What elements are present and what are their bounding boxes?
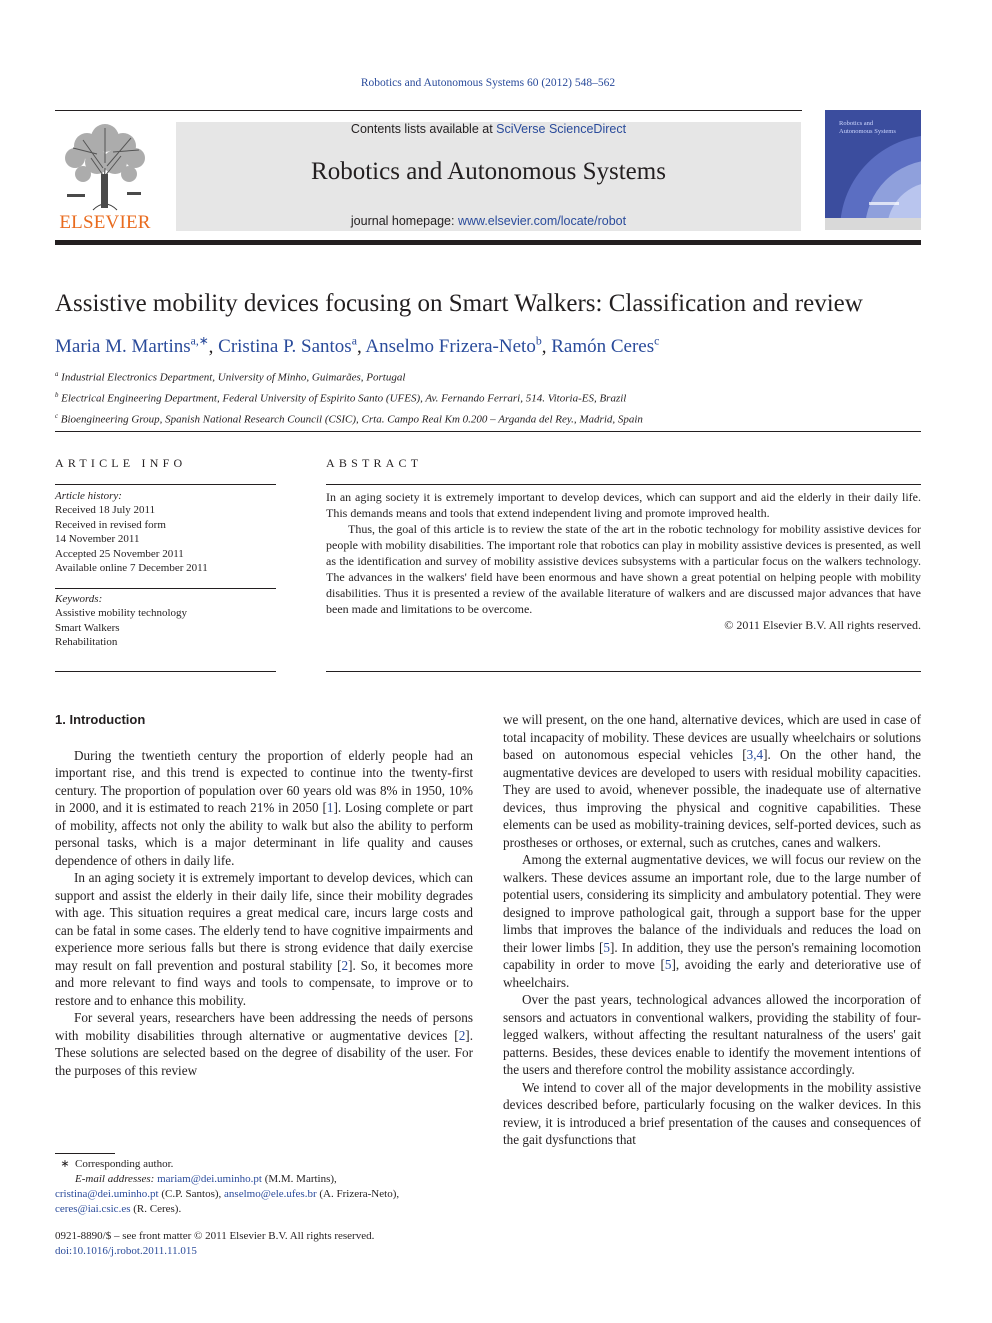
author-separator: , <box>208 336 219 358</box>
citation-link[interactable]: 5 <box>664 957 672 972</box>
body-column-left <box>55 711 473 1079</box>
history-entry: Available online 7 December 2011 <box>55 562 208 575</box>
cover-title-line: Robotics and <box>839 120 874 127</box>
affiliation <box>55 366 925 387</box>
email-owner: (M.M. Martins), <box>261 1173 337 1185</box>
paragraph-text: For several years, researchers have been addressing the needs of persons with mobility disabilities through alternative or augmentative devices [ <box>55 1010 473 1043</box>
corresponding-label: Corresponding author. <box>75 1158 174 1170</box>
paragraph-text: In an aging society it is extremely important to develop devices, which can support and assist the elderly in their daily life, since their mobility degrades with age. This situation requires a great medical care, incurs large costs and can be fatal in some cases. The elderly tend to have cognitive impairments and experience more serious falls but there is strong evidence that daily exercise may result on fall prevention and postural stability [ <box>55 870 473 973</box>
email-owner: (R. Ceres). <box>130 1203 182 1215</box>
paragraph-text: we will present, on the one hand, alternative devices, which are used in case of total incapacity of mobility. These devices are usually wheelchairs or solutions based on autonomous especial vehicles [ <box>503 712 921 762</box>
journal-title: Robotics and Autonomous Systems <box>311 158 666 185</box>
body-paragraph: Over the past years, technological advances allowed the incorporation of sensors and actuators in conventional walkers, providing the stability of four-legged walkers, without affecting the resultant naturalness of the users' gait patterns. Besides, these devices enable to identify the movement intentions of the users and therefore control the mobility assistance accordingly. <box>503 992 921 1077</box>
author-separator: , <box>356 336 366 358</box>
paragraph-text: ]. Losing complete or part of mobility, affects not only the ability to walk but also the ability to perform personal tasks, which is a major determinant in life quality and causes dependence of others in daily life. <box>55 800 473 868</box>
journal-homepage-link[interactable]: www.elsevier.com/locate/robot <box>457 214 627 228</box>
author-separator: , <box>541 336 552 358</box>
homepage-prefix: journal homepage: <box>350 214 458 228</box>
section-heading-introduction: 1. Introduction <box>55 712 146 727</box>
author-affiliation-mark[interactable]: a <box>351 335 357 348</box>
footnote-mark: ∗ <box>60 1158 70 1170</box>
affiliation <box>55 387 925 408</box>
paragraph-text: During the twentieth century the proportion of elderly people had an important rise, and this trend is expected to continue into the twenty-first century. The proportion of population over 60 years old was 8% in 1950, 10% in 2000, and it is estimated to reach 21% in 2050 [ <box>55 747 473 815</box>
keyword: Assistive mobility technology <box>55 607 187 620</box>
abstract-rule <box>326 671 921 672</box>
author[interactable] <box>218 336 357 357</box>
header-thick-rule <box>55 240 921 245</box>
email-label: E-mail addresses: <box>75 1173 155 1185</box>
article-title: Assistive mobility devices focusing on Smart Walkers: Classification and review <box>55 290 863 317</box>
article-info-rule <box>55 588 276 589</box>
citation-link[interactable]: 2 <box>458 1027 466 1043</box>
author-name[interactable]: Cristina P. Santos <box>218 336 352 358</box>
paragraph-text: ]. In addition, they use the person's remaining locomotion capability in order to move [ <box>503 939 921 972</box>
journal-homepage-line <box>176 214 801 228</box>
email-addresses <box>55 1202 473 1217</box>
abstract-rule <box>326 484 921 485</box>
paragraph-text: ]. On the other hand, the augmentative devices are developed to users with residual mobility capacities. They are used to avoid, whenever possible, the inadequate use of alternative devices, thus improving the physical and cognitive capabilities. These elements can be used as mobility-training devices, self-ported devices, such as prostheses or orthoses, or external, such as crutches, canes and walkers. <box>503 747 922 850</box>
sciencedirect-link[interactable]: SciVerse ScienceDirect <box>496 122 627 136</box>
journal-cover-thumbnail[interactable] <box>825 110 921 230</box>
abstract-body <box>326 489 921 633</box>
abstract-paragraph: Thus, the goal of this article is to review the state of the art in the robotic technology for mobility assistive devices for people with mobility disabilities. The important role that robotics can play in mobility assistive devices is presented, as well as the identification and survey of mobility assistive devices subsystems with a particular focus on the walkers technology. The advances in the walkers' field have been enormous and have shown a great potential on helping people with mobility disabilities. Thus it is presented a review of the available literature of walkers and are discussed major advances that have been made and limitations to be overcome. <box>326 522 921 616</box>
affiliation-mark: c <box>55 413 59 421</box>
history-label: Article history: <box>55 490 122 502</box>
affiliations <box>55 366 925 429</box>
affiliation-text: Bioengineering Group, Spanish National Research Council (CSIC), Crta. Campo Real Km 0.200 – Arganda del Rey., Madrid, Spain <box>60 413 643 426</box>
affiliation-text: Electrical Engineering Department, Federal University of Espirito Santo (UFES), Av. Fernando Ferrari, 514. Vitoria-ES, Brazil <box>61 392 627 405</box>
keyword: Smart Walkers <box>55 621 120 634</box>
author[interactable] <box>365 336 541 357</box>
elsevier-logo[interactable] <box>53 118 157 234</box>
author-affiliation-mark[interactable]: a,∗ <box>190 335 209 348</box>
doi-link[interactable]: doi:10.1016/j.robot.2011.11.015 <box>55 1245 197 1257</box>
keyword: Rehabilitation <box>55 636 118 649</box>
affiliation <box>55 408 925 429</box>
email-addresses <box>55 1187 473 1202</box>
article-info-rule <box>55 484 276 485</box>
corresponding-author-note <box>55 1157 473 1172</box>
paragraph-text: Among the external augmentative devices, we will focus our review on the walkers. These devices assume an important role, due to the large number of potential users, considering its simplicity and ambulatory potential. They were designed to improve pathological gait, through a support base for the upper limbs that improves the balance of the individuals and reduces the load on their lower limbs [ <box>503 852 921 955</box>
body-paragraph <box>503 851 921 991</box>
author-name[interactable]: Anselmo Frizera-Neto <box>365 336 536 358</box>
author[interactable] <box>55 336 209 357</box>
history-entry: 14 November 2011 <box>55 533 140 546</box>
citation-link[interactable]: 3,4 <box>746 747 764 762</box>
history-entry: Received in revised form <box>55 518 166 531</box>
email-owner: (A. Frizera-Neto), <box>316 1188 400 1200</box>
elsevier-wordmark: ELSEVIER <box>59 212 151 233</box>
body-column-right <box>503 711 921 1149</box>
author-affiliation-mark[interactable]: c <box>654 335 660 348</box>
author-name[interactable]: Maria M. Martins <box>55 336 191 358</box>
email-link[interactable]: anselmo@ele.ufes.br <box>224 1188 317 1200</box>
journal-header-box <box>176 122 801 231</box>
cover-title <box>839 120 919 136</box>
body-paragraph <box>55 747 473 870</box>
email-link[interactable]: ceres@iai.csic.es <box>55 1203 131 1215</box>
header-top-rule <box>55 110 802 111</box>
author-name[interactable]: Ramón Ceres <box>551 336 655 358</box>
front-matter <box>55 1229 473 1259</box>
citation-link[interactable]: 5 <box>603 939 610 955</box>
keywords <box>55 592 276 650</box>
history-entry: Received 18 July 2011 <box>55 504 156 517</box>
cover-title-line: Autonomous Systems <box>839 128 896 135</box>
author-list <box>55 334 925 358</box>
paragraph-text: ]. So, it becomes more and more relevant to find ways and tools to compensate, to improve or to restore and to enhance this mobility. <box>55 957 473 1008</box>
footnote-rule <box>55 1153 115 1154</box>
affiliation-mark: b <box>55 392 59 400</box>
history-entry: Accepted 25 November 2011 <box>55 547 184 560</box>
article-info-heading: ARTICLE INFO <box>55 456 187 470</box>
author[interactable] <box>551 336 659 357</box>
email-link[interactable]: cristina@dei.uminho.pt <box>55 1188 159 1200</box>
body-paragraph: We intend to cover all of the major developments in the mobility assistive devices described before, particularly focusing on the walker devices. In this review, it is introduced a brief presentation of the causes and consequences of the gait dysfunctions that <box>503 1079 921 1147</box>
paragraph-text: ], avoiding the early and deteriorative use of wheelchairs. <box>503 957 921 990</box>
email-link[interactable]: mariam@dei.uminho.pt <box>157 1173 262 1185</box>
paragraph-text: ]. These solutions are selected based on the degree of disability of the user. For the purposes of this review <box>55 1027 473 1078</box>
citation-link[interactable]: 1 <box>326 800 334 815</box>
keywords-label: Keywords: <box>55 593 103 605</box>
abstract-paragraph: In an aging society it is extremely important to develop devices, which can support and aid the elderly in their daily life. This demands means and tools that extend independent living and promote improved health. <box>326 490 921 520</box>
body-paragraph <box>503 711 921 851</box>
affiliation-mark: a <box>55 371 59 378</box>
issn-line: 0921-8890/$ – see front matter © 2011 Elsevier B.V. All rights reserved. <box>55 1230 375 1242</box>
article-info-rule <box>55 671 276 672</box>
body-paragraph <box>55 1009 473 1079</box>
author-affiliation-mark[interactable]: b <box>535 335 542 348</box>
abstract-heading: ABSTRACT <box>326 456 423 470</box>
contents-prefix: Contents lists available at <box>350 122 497 136</box>
citation-link[interactable]: 2 <box>341 957 349 973</box>
contents-available-line <box>176 122 801 136</box>
email-addresses <box>55 1172 473 1187</box>
article-history <box>55 489 276 575</box>
email-owner: (C.P. Santos), <box>158 1188 225 1200</box>
body-paragraph <box>55 869 473 1009</box>
elsevier-tree-icon <box>53 118 157 212</box>
section-divider <box>55 431 921 432</box>
journal-reference[interactable]: Robotics and Autonomous Systems 60 (2012) 548–562 <box>360 77 616 89</box>
affiliation-text: Industrial Electronics Department, University of Minho, Guimarães, Portugal <box>61 371 406 384</box>
footnotes <box>55 1157 473 1217</box>
abstract-copyright: © 2011 Elsevier B.V. All rights reserved. <box>724 618 921 632</box>
